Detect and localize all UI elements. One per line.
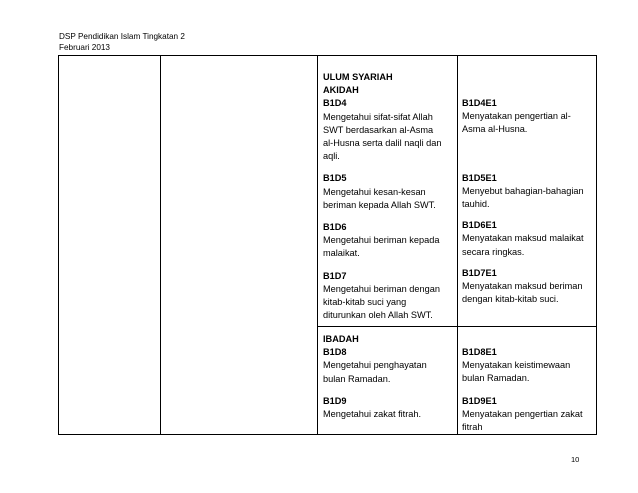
evidence-text: bulan Ramadan. <box>462 373 530 384</box>
document-header <box>59 31 185 53</box>
section-heading-akidah: AKIDAH <box>323 85 359 96</box>
standard-b1d8 <box>323 346 455 386</box>
standard-text: beriman kepada Allah SWT. <box>323 199 436 210</box>
evidence-b1d9e1 <box>462 395 596 435</box>
evidence-text: Menyatakan maksud malaikat <box>462 233 584 244</box>
standard-b1d6 <box>323 221 455 261</box>
standard-b1d5 <box>323 172 455 212</box>
evidence-b1d5e1 <box>462 172 596 212</box>
standard-code: B1D4 <box>323 98 347 109</box>
evidence-code: B1D7E1 <box>462 267 497 278</box>
evidence-text: Menyebut bahagian-bahagian <box>462 185 584 196</box>
evidence-text: tauhid. <box>462 199 490 210</box>
page-number: 10 <box>571 455 580 464</box>
akidah-evidence-cell <box>462 97 596 314</box>
standard-text: Mengetahui beriman kepada <box>323 235 440 246</box>
evidence-text: Menyatakan pengertian zakat <box>462 408 583 419</box>
standard-code: B1D5 <box>323 173 347 184</box>
standard-text: Mengetahui beriman dengan <box>323 283 440 294</box>
header-date: Februari 2013 <box>59 43 110 52</box>
standard-text: Mengetahui zakat fitrah. <box>323 409 422 420</box>
standard-text: Mengetahui penghayatan <box>323 360 427 371</box>
standard-code: B1D8 <box>323 347 347 358</box>
evidence-text: Menyatakan maksud beriman <box>462 281 583 292</box>
evidence-text: secara ringkas. <box>462 246 525 257</box>
ibadah-evidence-cell <box>462 346 596 434</box>
column-divider <box>160 56 161 434</box>
standard-code: B1D6 <box>323 222 347 233</box>
header-title: DSP Pendidikan Islam Tingkatan 2 <box>59 32 185 41</box>
akidah-standards-cell <box>323 71 455 331</box>
evidence-code: B1D8E1 <box>462 347 497 357</box>
evidence-code: B1D6E1 <box>462 220 497 231</box>
evidence-code: B1D4E1 <box>462 98 497 108</box>
evidence-text: fitrah <box>462 422 483 433</box>
standard-code: B1D9 <box>323 395 347 406</box>
standard-text: Mengetahui sifat-sifat Allah <box>323 111 433 122</box>
standard-b1d7 <box>323 270 455 323</box>
standard-code: B1D7 <box>323 270 347 281</box>
standard-text: malaikat. <box>323 248 360 259</box>
curriculum-table <box>58 55 597 435</box>
standard-text: diturunkan oleh Allah SWT. <box>323 310 433 321</box>
evidence-code: B1D9E1 <box>462 395 497 406</box>
standard-b1d4 <box>323 97 455 163</box>
standard-text: SWT berdasarkan al-Asma <box>323 124 434 135</box>
column-divider <box>317 56 318 434</box>
standard-text: aqli. <box>323 151 340 162</box>
section-heading-ibadah: IBADAH <box>323 334 359 344</box>
evidence-code: B1D5E1 <box>462 172 497 183</box>
standard-text: kitab-kitab suci yang <box>323 297 407 308</box>
section-heading-ulum-syariah: ULUM SYARIAH <box>323 72 393 82</box>
standard-b1d9 <box>323 395 455 421</box>
evidence-text: Menyatakan keistimewaan <box>462 360 571 371</box>
evidence-b1d8e1 <box>462 346 596 386</box>
standard-text: bulan Ramadan. <box>323 373 391 384</box>
ibadah-standards-cell <box>323 333 455 430</box>
standard-text: al-Husna serta dalil naqli dan <box>323 138 442 149</box>
evidence-text: dengan kitab-kitab suci. <box>462 294 559 305</box>
evidence-b1d4e1 <box>462 97 596 137</box>
evidence-text: Asma al-Husna. <box>462 124 528 135</box>
evidence-text: Menyatakan pengertian al- <box>462 111 571 122</box>
evidence-b1d7e1 <box>462 267 596 307</box>
evidence-b1d6e1 <box>462 219 596 259</box>
standard-text: Mengetahui kesan-kesan <box>323 186 426 197</box>
column-divider <box>457 56 458 434</box>
